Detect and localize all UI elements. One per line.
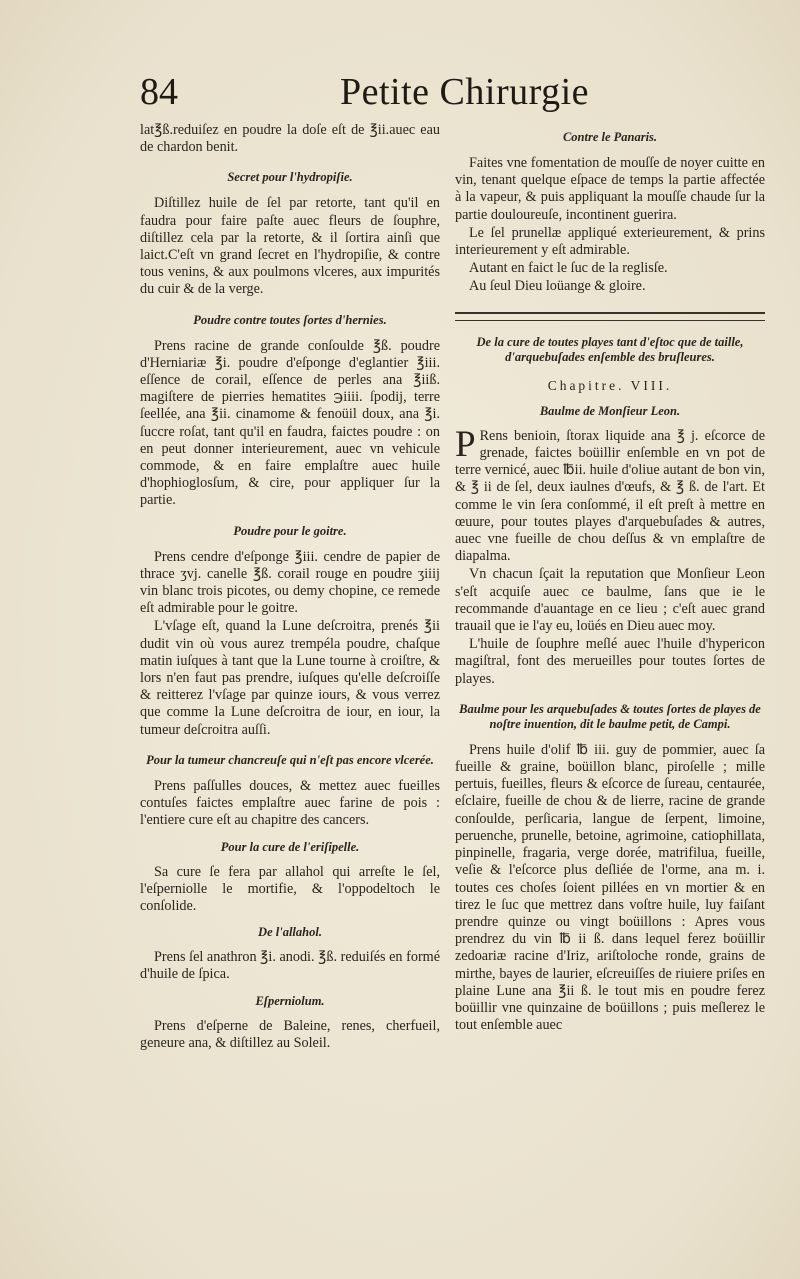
heading-erisipelle: Pour la cure de l'eriſipelle. [220,839,360,854]
heading-esperniolum: Eſperniolum. [255,993,325,1008]
paragraph: Sa cure ſe fera par allahol qui arreſte le ſel, l'eſperniolle le mortifie, & l'oppodeltoch le conſolide. [140,863,440,914]
paragraph: Prens racine de grande conſoulde ℥ß. poudre d'Herniariæ ℥i. poudre d'eſponge d'eglantier ℥iii. eſſence de corail, eſſence de perles ana ℥iiß. magiſtere de pierries hematites ℈iiii. ſpodij, terre ſeellée, ana ℥ii. cinamome & fenoüil doux, ana ℥i. ſuccre roſat, tant qu'il en faudra, faictes poudre : on en peut donner interieurement, auec vn vehicule commode, & en faire emplaſtre auec huile d'hophioglosſum, & cire, pour appliquer ſur la partie. [140,337,440,509]
paragraph: Autant en faict le ſuc de la reglisſe. [469,260,668,277]
paragraph: Prens huile d'olif ℔ iii. guy de pommier, auec ſa fueille & graine, boüillon blanc, piroſelle ; mille pertuis, fueilles, fleurs & eſcorce de ſureau, centaurée, eſclaire, fueille de chou & de lierre, racine de grande conſoulde, perſicaria, langue de ſerpent, limoine, peruenche, prunelle, betoine, agrimoine, catiophillata, pinpinelle, fragaria, verge dorée, matrifilua, fueille, veſie & l'eſcorce plus deſliée de l'orme, ana m. i. toutes ces choſes ſoient pillées en vn mortier & en tirez le ſuc que mettrez dans voſtre huile, luy faiſant prendre quinze ou vingt boüillons : Apres vous prendrez du vin ℔ ii ß. dans lequel ferez boüillir zedoariæ racine d'Iriz, ariſtoloche ronde, grains de mirthe, bayes de laurier, eſcreuiſſes de riuiere priſes en plaine Lune ana ℥ii ß. le tout mis en poudre ferez boüillir vne quinzaine de boüillons ; puis meſlerez le tout enſemble auec [455,741,765,1034]
paragraph: Prens d'eſperne de Baleine, renes, cherfueil, geneure ana, & diſtillez au Soleil. [140,1017,440,1051]
heading-allahol: De l'allahol. [258,925,322,940]
heading-hydropisie: Secret pour l'hydropiſie. [227,170,353,185]
paragraph: Prens paſſulles douces, & mettez auec fueilles contuſes faictes emplaſtre auec farine de pois : l'entiere cure eſt au chapitre des cancers. [140,777,440,829]
paragraph-with-dropcap [455,423,765,566]
chapter-title: Chapitre. VIII. [547,377,673,393]
running-head: Petite Chirurgie [340,71,589,113]
paragraph-continued: lat℥ß.reduiſez en poudre la doſe eſt de ℥ii.auec eau de chardon benit. [140,122,440,156]
paragraph-text: Rens benioin, ſtorax liquide ana ℥ j. eſcorce de grenade, faictes boüillir enſemble en vn pot de terre vernicé, auec ℔ii. huile d'oliue autant de bon vin, & ℥ ii de ſel, deux iaulnes d'œufs, & ℥ ß. de l'art. Et comme le vin ſera conſommé, il eſt preſt à mettre en œuure, pour toutes playes d'arquebuſades & autres, auec vne fueille de chou deſſus & vn emplaſtre de diapalma. [455,427,765,565]
ornament-divider [455,312,765,321]
heading-tumeur: Pour la tumeur chancreuſe qui n'eſt pas encore vlcerée. [146,752,434,767]
left-column [140,122,440,1052]
paragraph: Au ſeul Dieu loüange & gloire. [469,278,646,295]
paragraph: Diſtillez huile de ſel par retorte, tant qu'il en faudra pour faire paſte auec fleurs de ſouphre, diſtillez cela par la retorte, & il ſortira ainſi que laict.C'eſt vn grand ſecret en l'hydropiſie, & contre tous venins, & aux poulmons vlceres, aux impurités du cuir & de la verge. [140,195,440,298]
paragraph: Prens cendre d'eſponge ℥iii. cendre de papier de thrace ʒvj. canelle ℥ß. corail rouge en poudre ʒiiij vin blanc trois picotes, ou demy chopine, ce remede eſt admirable pour le goitre. [140,548,440,617]
paragraph: L'huile de ſouphre meſlé auec l'huile d'hypericon magiſtral, font des merueilles pour toutes ſortes de playes. [455,636,765,687]
heading-panaris: Contre le Panaris. [562,130,658,144]
paragraph: Prens ſel anathron ℥i. anodi. ℥ß. reduiſés en formé d'huile de ſpica. [140,949,440,983]
heading-cure-playes: De la cure de toutes playes tant d'eſtoc que de taille, d'arquebuſades enſemble des bruſleures. [476,334,744,364]
heading-baulme-campi: Baulme pour les arquebuſades & toutes ſortes de playes de noſtre inuention, dit le baulme petit, de Campi. [459,701,761,731]
paragraph: L'vſage eſt, quand la Lune deſcroitra, prenés ℥ii dudit vin où vous aurez trempéla poudre, chaſque matin iuſques à tant que la Lune tourne à croiſtre, & lors n'en faut pas prendre, iuſques qu'elle deſcroiſſe & reitterez l'vſage par quinze iours, & vous verrez que comme la Lune deſcroitra de iour, en iour, la tumeur deſcroitra auſſi. [140,618,440,738]
heading-hernies: Poudre contre toutes ſortes d'hernies. [193,312,387,327]
page-number: 84 [140,71,178,113]
right-column [455,122,765,1034]
heading-baulme-leon: Baulme de Monſieur Leon. [539,403,681,418]
paragraph: Faites vne fomentation de mouſſe de noyer cuitte en vin, tenant quelque eſpace de temps la partie affectée à la vapeur, & puis appliquant la mouſſe chaude ſur la partie douloureuſe, incontinent guerira. [455,155,765,223]
drop-cap: P [455,423,476,465]
paragraph: Vn chacun ſçait la reputation que Monſieur Leon s'eſt acquiſe auec ce baulme, ſans que ie le recommande d'auantage en ce lieu ; c'eſt auec grand trauail que ie l'ay eu, loüés en Dieu auec moy. [455,566,765,635]
heading-goitre: Poudre pour le goitre. [233,523,347,538]
page-header [140,70,760,130]
paragraph: Le ſel prunellæ appliqué exterieurement, & prins interieurement y eſt admirable. [455,224,765,259]
